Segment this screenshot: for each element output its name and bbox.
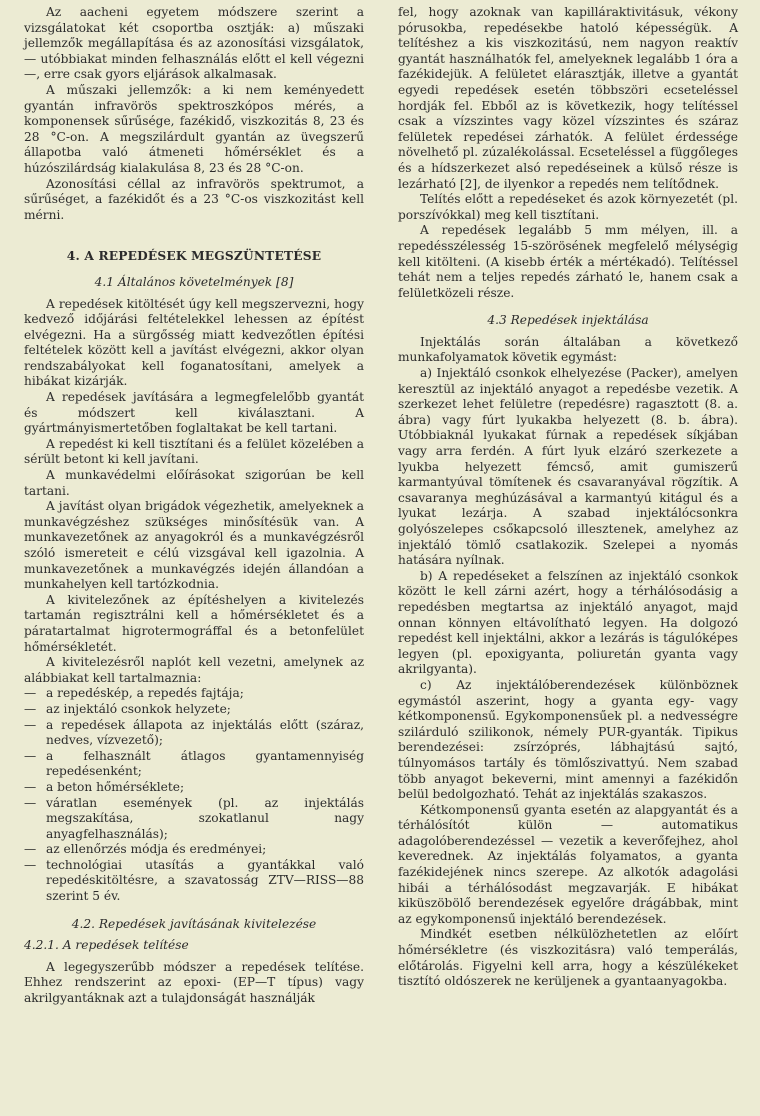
paragraph: A javítást olyan brigádok végezhetik, amelyeknek a munkavégzéshez szükséges minősítésük van. A munkavezetőnek az anyagokról és a munkavégzésről szóló ismereteit e célú vizsgával kell igazolnia. A munkavezetőnek a munkavégzés idején állandóan a munkahelyen kell tartózkodnia. (24, 499, 364, 592)
paragraph: b) A repedéseket a felszínen az injektáló csonkok között le kell zárni azért, hogy a térhálósodásig a repedésben megtartsa az injektáló anyagot, majd onnan könnyen eltávolítható legyen. Ha dolgozó repedést kell injektálni, akkor a lezárás is tágulóképes legyen (pl. epoxigyanta, poliuretán gyanta vagy akrilgyanta). (398, 568, 738, 677)
paragraph: Azonosítási céllal az infravörös spektrumot, a sűrűséget, a fazékidőt és a 23 °C-os viszkozitást kell mérni. (24, 176, 364, 222)
paragraph: A legegyszerűbb módszer a repedések telítése. Ehhez rendszerint az epoxi- (EP—T típus) vagy akrilgyantáknak azt a tulajdonságát használják (24, 959, 364, 1006)
paragraph: Mindkét esetben nélkülözhetetlen az előírt hőmérsékletre (és viszkozitásra) való temperálás, előtárolás. Figyelni kell arra, hogy a készülékeket tisztító oldószerek ne kerüljenek a gyantaanyagokba. (398, 927, 738, 989)
paragraph: a) Injektáló csonkok elhelyezése (Packer), amelyen keresztül az injektáló anyagot a repedésbe vezetik. A szerkezet lehet felületre (repedésre) ragasztott (8. a. ábra) vagy fúrt lyukakba helyezett (8. b. ábra). Utóbbiaknál lyukakat fúrnak a repedések síkjában vagy arra ferdén. A fúrt lyuk elzáró szerkezete a lyukba helyezett fémcső, amit gumiszerű karmantyúval tömítenek és csavaranyával rögzítik. A csavaranya meghúzásával a karmantyú kitágul és a lyukat lezárja. A szabad injektálócsonkra golyószelepes csőkapcsoló illesztenek, amelyhez az injektáló tömlő csatlakozik. Szelepei a nyomás hatására nyílnak. (398, 366, 738, 568)
paragraph: A repedések legalább 5 mm mélyen, ill. a repedésszélesség 15-szörösének megfelelő mélységig kell kitölteni. (A kisebb érték a mértékadó). Telítéssel tehát nem a teljes repedés zárható le, hanem csak a felületközeli része. (398, 223, 738, 300)
paragraph: A repedést ki kell tisztítani és a felület közelében a sérült betont ki kell javítani. (24, 436, 364, 467)
right-column (398, 5, 738, 990)
list-item: — technológiai utasítás a gyantákkal való repedéskitöltésre, a szavatosság ZTV—RISS—88 szerint 5 év. (24, 857, 364, 904)
list-item: — a repedéskép, a repedés fajtája; (24, 686, 244, 701)
paragraph: Telítés előtt a repedéseket és azok környezetét (pl. porszívókkal) meg kell tisztítani. (398, 192, 738, 222)
section-heading: 4. A REPEDÉSEK MEGSZÜNTETÉSE (66, 249, 322, 264)
left-column (24, 5, 364, 1007)
list-item: — az injektáló csonkok helyzete; (24, 701, 231, 716)
bullet-list (24, 686, 364, 904)
paragraph: A repedések javítására a legmegfelelőbb gyantát és módszert kell kiválasztani. A gyártmányismertetőben foglaltakat be kell tartani. (24, 390, 364, 436)
list-item: — a beton hőmérséklete; (24, 779, 185, 794)
paragraph: A kivitelezőnek az építéshelyen a kivitelezés tartamán regisztrálni kell a hőmérsékletet és a páratartalmat higrotermográffal és a betonfelület hőmérsékletét. (24, 592, 364, 654)
subsection-heading: 4.2. Repedések javításának kivitelezése (71, 916, 317, 931)
paragraph: c) Az injektálóberendezések különböznek egymástól aszerint, hogy a gyanta egy- vagy kétkomponensű. Egykomponensűek pl. a nedvességre szilárduló szilikonok, némely PUR-gyanták. Tipikus berendezései: zsírzóprés, lábhajtású sajtó, túlnyomásos tartály és tömlőszivattyú. Nem szabad több anyagot bekeverni, mint amennyi a fazékidőn belül bedolgozható. Tehát az injektálás szakaszos. (398, 677, 738, 802)
paragraph: A műszaki jellemzők: a ki nem keményedett gyantán infravörös spektroszkópos mérés, a komponensek sűrűsége, fazékidő, viszkozitás 8, 23 és 28 °C-on. A megszilárdult gyantán az üvegszerű állapotba való átmeneti hőmérséklet és a húzószilárdság kialakulása 8, 23 és 28 °C-on. (24, 82, 364, 175)
subsection-heading: 4.3 Repedések injektálása (487, 313, 649, 328)
paragraph: Az aacheni egyetem módszere szerint a vizsgálatokat két csoportba osztják: a) műszaki jellemzők megállapítása és az azonosítási vizsgálatok, — utóbbiakat minden felhasználás előtt el kell végezni —, erre csak gyors eljárások alkalmasak. (24, 5, 364, 82)
list-item: — a felhasznált átlagos gyantamennyiség repedésenként; (24, 748, 364, 779)
paragraph: Kétkomponensű gyanta esetén az alapgyantát és a térhálósítót külön — automatikus adagolóberendezéssel — vezetik a keverőfejhez, ahol keverednek. Az injektálás folyamatos, a gyanta fazékidejének nincs szerepe. Az alkotók adagolási hibái a térhálósodást megzavarják. E hibákat kiküszöbölő berendezések egyelőre drágábbak, mint az egykomponensű injektáló berendezések. (398, 802, 738, 926)
list-item: — a repedések állapota az injektálás előtt (száraz, nedves, vízvezető); (24, 717, 364, 748)
paragraph: Injektálás során általában a következő munkafolyamatok követik egymást: (398, 334, 738, 365)
subsubsection-heading: 4.2.1. A repedések telítése (24, 938, 189, 953)
paragraph: A munkavédelmi előírásokat szigorúan be kell tartani. (24, 468, 364, 498)
list-item: — az ellenőrzés módja és eredményei; (24, 842, 267, 857)
paragraph: A repedések kitöltését úgy kell megszervezni, hogy kedvező időjárási feltételekkel lehessen az építést elvégezni. Ha a sürgősség miatt kedvezőtlen építési feltételek között kell a javítást elvégezni, akkor olyan rendszabályokat kell foganatosítani, amelyek a hibákat kizárják. (24, 296, 364, 389)
paragraph: fel, hogy azoknak van kapilláraktivitásuk, vékony pórusokba, repedésekbe hatoló képességük. A telítéshez a kis viszkozitású, nem nagyon reaktív gyantát használhatók fel, amelyeknek legalább 1 óra a fazékidejük. A felületet elárasztják, illetve a gyantát egyedi repedések esetén többszöri ecseteléssel hordják fel. Ebből az is következik, hogy telítéssel csak a vízszintes vagy közel vízszintes és száraz felületek repedései zárhatók. A felület érdessége növelhető pl. zúzalékolással. Ecseteléssel a függőleges és a hídszerkezet alsó repedéseinek a külső része is lezárható [2], de ilyenkor a repedés nem telítődnek. (398, 5, 738, 191)
list-item: — váratlan események (pl. az injektálás megszakítása, szokatlanul nagy anyagfelhasználás); (24, 795, 364, 841)
subsection-heading: 4.1 Általános követelmények [8] (94, 274, 294, 289)
paragraph: A kivitelezésről naplót kell vezetni, amelynek az alábbiakat kell tartalmaznia: (24, 655, 364, 685)
